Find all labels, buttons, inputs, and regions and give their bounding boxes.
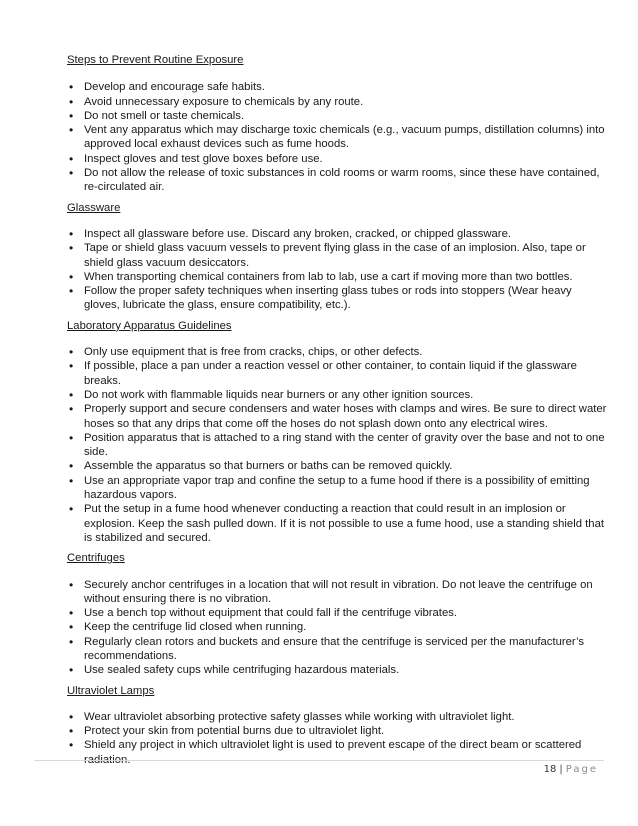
section-heading: Centrifuges <box>67 552 125 565</box>
page-footer <box>544 764 598 775</box>
bullet-list <box>67 710 607 767</box>
list-item: • Do not work with flammable liquids near burners or any other ignition sources. <box>67 388 607 402</box>
list-item: • Vent any apparatus which may discharge toxic chemicals (e.g., vacuum pumps, distillation columns) into approved local exhaust devices such as fume hoods. <box>67 123 607 152</box>
section-heading: Steps to Prevent Routine Exposure <box>67 54 244 66</box>
page-label: Page <box>565 764 598 775</box>
list-item: • Tape or shield glass vacuum vessels to prevent flying glass in the case of an implosion. Also, tape or shield glass vacuum desiccators. <box>67 241 607 270</box>
list-item: • Keep the centrifuge lid closed when running. <box>67 620 607 634</box>
section-laboratory-apparatus-guidelines <box>67 319 607 545</box>
page-content <box>67 53 607 773</box>
footer-divider <box>34 760 604 761</box>
section-heading: Ultraviolet Lamps <box>67 684 155 697</box>
list-item: • Use sealed safety cups while centrifuging hazardous materials. <box>67 663 607 677</box>
section-heading: Laboratory Apparatus Guidelines <box>67 319 232 332</box>
list-item: • Wear ultraviolet absorbing protective safety glasses while working with ultraviolet light. <box>67 710 607 724</box>
list-item: • Develop and encourage safe habits. <box>67 80 607 94</box>
list-item: • If possible, place a pan under a reaction vessel or other container, to contain liquid if the glassware breaks. <box>67 359 607 388</box>
list-item: • Assemble the apparatus so that burners or baths can be removed quickly. <box>67 459 607 473</box>
list-item: • Protect your skin from potential burns due to ultraviolet light. <box>67 724 607 738</box>
list-item: • Only use equipment that is free from cracks, chips, or other defects. <box>67 345 607 359</box>
bullet-list <box>67 578 607 678</box>
list-item: • Position apparatus that is attached to a ring stand with the center of gravity over the base and not to one side. <box>67 431 607 460</box>
list-item: • Follow the proper safety techniques when inserting glass tubes or rods into stoppers (Wear heavy gloves, lubricate the glass, ensure compatibility, etc.). <box>67 284 607 313</box>
list-item: • When transporting chemical containers from lab to lab, use a cart if moving more than two bottles. <box>67 270 607 284</box>
page-number: 18 <box>543 764 557 775</box>
bullet-list <box>67 345 607 545</box>
list-item: • Do not smell or taste chemicals. <box>67 109 607 123</box>
list-item: • Securely anchor centrifuges in a location that will not result in vibration. Do not leave the centrifuge on without ensuring there is no vibration. <box>67 578 607 607</box>
bullet-list <box>67 227 607 313</box>
section-heading: Glassware <box>67 201 121 214</box>
list-item: • Properly support and secure condensers and water hoses with clamps and wires. Be sure to direct water hoses so that any drips that come off the hoses do not splash down onto any electrical wires. <box>67 402 607 431</box>
section-ultraviolet-lamps <box>67 684 607 767</box>
bullet-list <box>67 80 607 194</box>
section-glassware <box>67 201 607 313</box>
footer-separator: | <box>559 764 563 775</box>
list-item: • Inspect gloves and test glove boxes before use. <box>67 152 607 166</box>
section-centrifuges <box>67 551 607 677</box>
list-item: • Do not allow the release of toxic substances in cold rooms or warm rooms, since these have contained, re-circulated air. <box>67 166 607 195</box>
list-item: • Use an appropriate vapor trap and confine the setup to a fume hood if there is a possibility of emitting hazardous vapors. <box>67 474 607 503</box>
list-item: • Inspect all glassware before use. Discard any broken, cracked, or chipped glassware. <box>67 227 607 241</box>
list-item: • Put the setup in a fume hood whenever conducting a reaction that could result in an implosion or explosion. Keep the sash pulled down. If it is not possible to use a fume hood, use a standing shield that is stabilized and secured. <box>67 502 607 545</box>
list-item: • Shield any project in which ultraviolet light is used to prevent escape of the direct beam or scattered radiation. <box>67 738 607 767</box>
list-item: • Use a bench top without equipment that could fall if the centrifuge vibrates. <box>67 606 607 620</box>
list-item: • Avoid unnecessary exposure to chemicals by any route. <box>67 95 607 109</box>
list-item: • Regularly clean rotors and buckets and ensure that the centrifuge is serviced per the manufacturer’s recommendations. <box>67 635 607 664</box>
section-steps-to-prevent-routine-exposure <box>67 53 607 195</box>
